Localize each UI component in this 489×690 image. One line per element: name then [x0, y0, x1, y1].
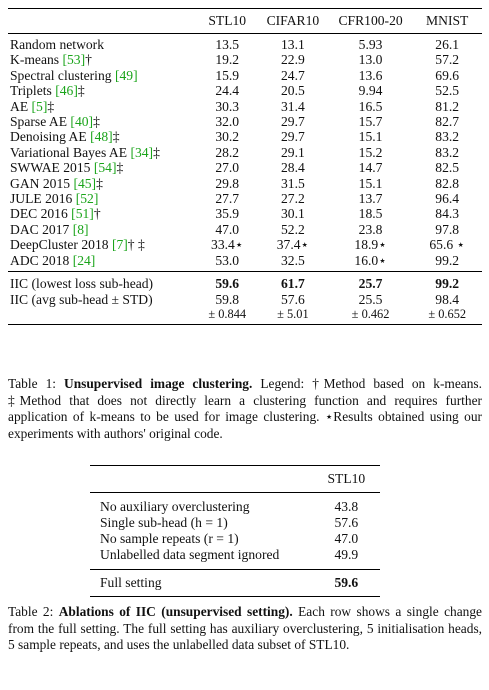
setting-value: 57.6 [334, 515, 359, 530]
method-name: Spectral clustering [10, 67, 115, 83]
table-row [8, 34, 482, 53]
value-cell: 31.4 [280, 98, 305, 114]
value-cell: 96.4 [435, 191, 460, 207]
value-cell: 53.0 [215, 252, 240, 268]
value-cell: ± 0.844 [197, 307, 257, 325]
setting-value: 47.0 [334, 531, 359, 546]
value-cell: ± 0.652 [412, 307, 482, 325]
method-name: DAC 2017 [10, 221, 73, 237]
value-cell: 5.93 [358, 37, 383, 52]
value-cell: 28.4 [280, 160, 305, 176]
method-marks: ‡ [116, 160, 124, 176]
method-name: IIC (lowest loss sub-head) [8, 272, 197, 292]
value-cell: 18.9⋆ [354, 237, 387, 253]
value-cell: 20.5 [280, 83, 305, 99]
method-cell [8, 129, 197, 144]
method-cell [8, 114, 197, 129]
table-row [8, 99, 482, 114]
value-cell: 37.4⋆ [276, 237, 310, 253]
value-cell: 13.7 [358, 191, 383, 207]
citation-link[interactable]: [40] [70, 114, 94, 130]
value-cell: ± 0.462 [329, 307, 413, 325]
value-cell: 15.2 [358, 144, 383, 160]
method-cell [8, 191, 197, 206]
method-marks: ‡ [112, 129, 120, 145]
value-cell: 61.7 [257, 272, 329, 292]
value-cell: ± 5.01 [257, 307, 329, 325]
citation-link[interactable]: [54] [93, 160, 117, 176]
value-cell: 23.8 [358, 221, 383, 237]
table1-caption [8, 376, 482, 442]
table-row-iic [8, 292, 482, 307]
method-marks: ‡ [77, 83, 85, 99]
table-row [90, 547, 380, 570]
value-cell: 83.2 [435, 129, 460, 145]
value-cell: 24.7 [280, 67, 305, 83]
method-cell [8, 253, 197, 272]
value-cell: 30.3 [215, 98, 240, 114]
method-name: DeepCluster 2018 [10, 237, 112, 253]
header-mnist: MNIST [412, 9, 482, 34]
value-cell: 57.2 [435, 52, 460, 68]
method-cell [8, 68, 197, 83]
method-name: IIC (avg sub-head ± STD) [10, 291, 153, 307]
method-marks: † [93, 206, 101, 222]
method-cell [8, 145, 197, 160]
setting-label: Single sub-head (h = 1) [100, 515, 228, 530]
value-cell: 52.2 [280, 221, 305, 237]
method-cell [8, 160, 197, 175]
caption-title: Ablations of IIC (unsupervised setting). [58, 604, 293, 619]
method-cell [8, 222, 197, 237]
value-cell: 82.7 [435, 114, 460, 130]
value-cell: 19.2 [215, 52, 240, 68]
value-cell: 15.7 [358, 114, 383, 130]
method-cell [8, 206, 197, 221]
setting-value: 43.8 [334, 499, 359, 514]
value-cell: 59.6 [197, 272, 257, 292]
setting-label: Full setting [90, 570, 313, 597]
method-name: Variational Bayes AE [10, 144, 131, 160]
table-row [8, 129, 482, 144]
method-name: Sparse AE [10, 114, 71, 130]
citation-link[interactable]: [8] [72, 221, 89, 237]
table-row [8, 191, 482, 206]
value-cell: 47.0 [215, 221, 240, 237]
table-unsupervised-clustering [8, 8, 482, 325]
table-row [8, 222, 482, 237]
method-marks: ‡ [93, 114, 100, 130]
method-name: SWWAE 2015 [10, 160, 94, 176]
value-cell: 98.4 [435, 291, 460, 307]
method-name: Denoising AE [10, 129, 91, 145]
value-cell: 13.1 [280, 37, 305, 52]
value-cell: 30.1 [280, 206, 305, 222]
caption-label: Table 1: [8, 376, 65, 391]
method-marks: ‡ [153, 144, 160, 160]
setting-value: 59.6 [313, 570, 380, 597]
table-row [8, 237, 482, 252]
value-cell: 25.7 [329, 272, 413, 292]
value-cell: 84.3 [435, 206, 460, 222]
header-stl10: STL10 [197, 9, 257, 34]
method-name: DEC 2016 [10, 206, 72, 222]
header-stl10: STL10 [313, 466, 380, 493]
value-cell: 99.2 [435, 252, 460, 268]
caption-text: Each row shows a single change from the full setting. The full setting has auxiliary overclustering, 5 initialisation heads, 5 sample repeats, and uses the unlabelled data subset of STL10. [8, 604, 482, 653]
table-row [8, 206, 482, 221]
table-row [8, 145, 482, 160]
header-method [8, 9, 197, 34]
value-cell: 99.2 [412, 272, 482, 292]
value-cell: 32.0 [215, 114, 240, 130]
value-cell: 16.5 [358, 98, 383, 114]
method-marks: † [85, 52, 92, 68]
method-name: JULE 2016 [10, 191, 76, 207]
value-cell: 27.2 [280, 191, 305, 207]
value-cell: 13.0 [358, 52, 383, 68]
citation-link[interactable]: [5] [31, 98, 48, 114]
citation-link[interactable]: [53] [62, 52, 86, 68]
table-row [8, 160, 482, 175]
table-row [8, 52, 482, 67]
value-cell: 29.7 [280, 129, 305, 145]
value-cell: 27.0 [215, 160, 240, 176]
method-name: GAN 2015 [10, 175, 74, 191]
method-cell [8, 99, 197, 114]
table-header-row [90, 466, 380, 493]
table-row-full-setting [90, 570, 380, 597]
value-cell: 13.5 [215, 37, 240, 52]
table-row-iic [8, 272, 482, 292]
setting-value: 49.9 [334, 547, 359, 562]
value-cell: 29.1 [280, 144, 305, 160]
value-cell: 14.7 [358, 160, 383, 176]
method-name: ADC 2018 [10, 252, 73, 268]
method-marks: ‡ [47, 98, 55, 114]
table-row-iic [8, 307, 482, 325]
method-name [8, 307, 197, 325]
citation-link[interactable]: [52] [75, 191, 99, 207]
method-cell [8, 34, 197, 53]
table-row [90, 493, 380, 516]
method-marks: ‡ [96, 175, 103, 191]
value-cell: 81.2 [435, 98, 460, 114]
table-row [8, 83, 482, 98]
value-cell: 30.2 [215, 129, 240, 145]
method-name: AE [10, 98, 32, 114]
value-cell: 65.6 ⋆ [429, 237, 466, 253]
table2-caption [8, 604, 482, 654]
value-cell: 15.1 [358, 129, 383, 145]
citation-link[interactable]: [34] [130, 144, 154, 160]
value-cell: 83.2 [435, 144, 460, 160]
value-cell: 82.8 [435, 175, 460, 191]
value-cell: 26.1 [435, 37, 460, 52]
citation-link[interactable]: [51] [71, 206, 94, 222]
setting-label: No sample repeats (r = 1) [100, 531, 239, 546]
value-cell: 16.0⋆ [354, 252, 387, 268]
value-cell: 35.9 [215, 206, 240, 222]
value-cell: 25.5 [358, 291, 383, 307]
value-cell: 59.8 [215, 291, 240, 307]
setting-label: No auxiliary overclustering [100, 499, 250, 514]
table-row [8, 114, 482, 129]
method-name: Random network [10, 37, 105, 52]
table-row [8, 176, 482, 191]
value-cell: 29.8 [215, 175, 240, 191]
citation-link[interactable]: [49] [114, 67, 138, 83]
value-cell: 13.6 [358, 67, 383, 83]
caption-title: Unsupervised image clustering. [64, 376, 253, 391]
value-cell: 57.6 [280, 291, 305, 307]
method-cell [8, 83, 197, 98]
header-cifar10: CIFAR10 [257, 9, 329, 34]
table-row [90, 531, 380, 547]
citation-link[interactable]: [24] [72, 252, 96, 268]
method-marks: † ‡ [127, 237, 145, 253]
table-row [8, 68, 482, 83]
value-cell: 69.6 [435, 67, 460, 83]
citation-link[interactable]: [46] [55, 83, 78, 99]
value-cell: 31.5 [280, 175, 305, 191]
caption-text: Legend: †Method based on k-means. ‡Method that does not directly learn a clustering function and requires further application of k-means to be used for image clustering. ⋆Results obtained using our experiments with authors' original code. [8, 376, 482, 441]
value-cell: 18.5 [358, 206, 383, 222]
value-cell: 27.7 [215, 191, 240, 207]
citation-link[interactable]: [45] [73, 175, 97, 191]
caption-label: Table 2: [8, 604, 59, 619]
value-cell: 9.94 [358, 83, 383, 99]
value-cell: 24.4 [215, 83, 240, 99]
citation-link[interactable]: [48] [90, 129, 113, 145]
table-ablations [90, 465, 380, 597]
method-name: K-means [10, 52, 63, 68]
value-cell: 29.7 [280, 114, 305, 130]
header-cfr100-20: CFR100-20 [329, 9, 413, 34]
method-cell [8, 52, 197, 67]
value-cell: 15.1 [358, 175, 383, 191]
table-header-row [8, 9, 482, 34]
citation-link[interactable]: [7] [111, 237, 128, 253]
header-setting [90, 466, 313, 493]
setting-label: Unlabelled data segment ignored [100, 547, 280, 562]
value-cell: 32.5 [280, 252, 305, 268]
table-row [8, 253, 482, 272]
method-name: Triplets [10, 83, 56, 99]
value-cell: 33.4⋆ [211, 237, 244, 253]
table-row [90, 515, 380, 531]
method-cell [8, 237, 197, 252]
value-cell: 28.2 [215, 144, 240, 160]
method-cell [8, 176, 197, 191]
value-cell: 22.9 [280, 52, 305, 68]
value-cell: 52.5 [435, 83, 460, 99]
value-cell: 97.8 [435, 221, 460, 237]
value-cell: 82.5 [435, 160, 460, 176]
value-cell: 15.9 [215, 67, 240, 83]
